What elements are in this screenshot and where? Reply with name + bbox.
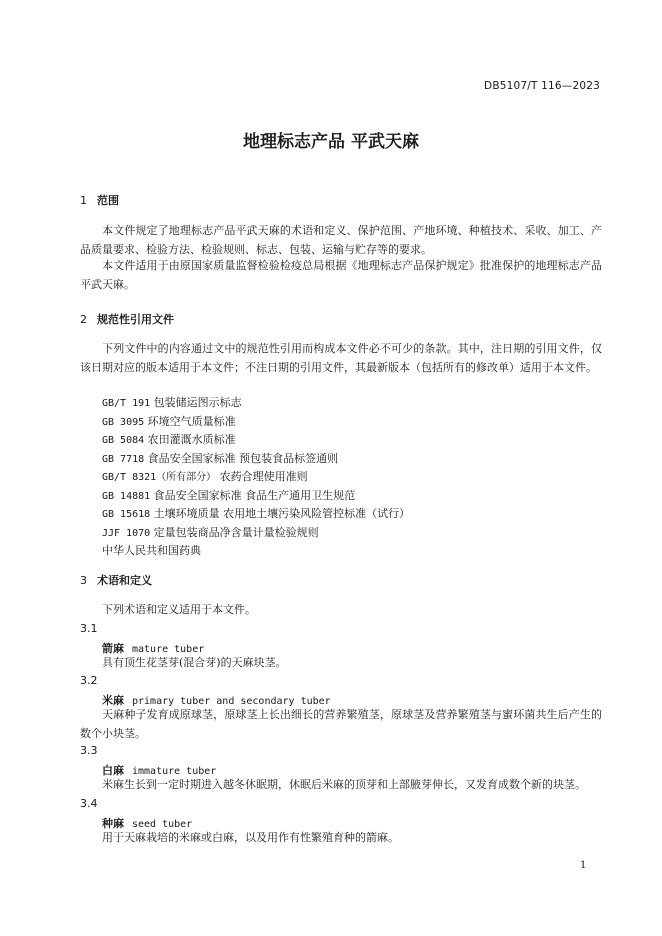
section-heading-references <box>80 311 174 327</box>
section-heading-terms <box>80 572 152 588</box>
page-number: 1 <box>580 860 587 871</box>
term-number: 3.1 <box>80 622 98 635</box>
reference-item: GB/T 191 包装储运图示标志 <box>102 396 242 409</box>
section-number: 2 <box>80 313 87 326</box>
term-definition: 米麻生长到一定时期进入越冬休眠期，休眠后米麻的顶芽和上部腋芽伸长，又发育成数个新的块茎。 <box>102 778 586 791</box>
document-number: DB5107/T 116—2023 <box>484 80 600 92</box>
section-title: 范围 <box>97 194 119 207</box>
reference-item: GB/T 8321（所有部分） 农药合理使用准则 <box>102 470 308 483</box>
terms-intro: 下列术语和定义适用于本文件。 <box>102 603 256 616</box>
section-number: 1 <box>80 194 87 207</box>
reference-item: 中华人民共和国药典 <box>102 544 201 557</box>
scope-paragraph-1: 本文件规定了地理标志产品平武天麻的术语和定义、保护范围、产地环境、种植技术、采收、加工、产品质量要求、检验方法、检验规则、标志、包装、运输与贮存等的要求。 <box>80 224 602 256</box>
reference-item: GB 15618 土壤环境质量 农用地土壤污染风险管控标准（试行） <box>102 507 411 520</box>
term-definition: 天麻种子发育成原球茎，原球茎上长出细长的营养繁殖茎，原球茎及营养繁殖茎与蜜环菌共生后产生的数个小块茎。 <box>80 708 602 740</box>
term-number: 3.2 <box>80 674 98 687</box>
section-title: 术语和定义 <box>97 574 152 587</box>
term-number: 3.3 <box>80 744 98 757</box>
term-definition: 用于天麻栽培的米麻或白麻，以及用作有性繁殖育种的箭麻。 <box>102 831 399 844</box>
section-heading-scope <box>80 192 119 208</box>
references-intro: 下列文件中的内容通过文中的规范性引用而构成本文件必不可少的条款。其中，注日期的引用文件，仅该日期对应的版本适用于本文件；不注日期的引用文件，其最新版本（包括所有的修改单）适用于本文件。 <box>80 342 602 374</box>
term-definition: 具有顶生花茎芽(混合芽)的天麻块茎。 <box>102 656 287 669</box>
scope-paragraph-2: 本文件适用于由原国家质量监督检验检疫总局根据《地理标志产品保护规定》批准保护的地理标志产品平武天麻。 <box>80 259 602 291</box>
term-name: 白麻 immature tuber <box>102 764 217 777</box>
term-name: 箭麻 mature tuber <box>102 642 205 655</box>
term-name: 米麻 primary tuber and secondary tuber <box>102 694 331 707</box>
reference-item: GB 7718 食品安全国家标准 预包装食品标签通则 <box>102 451 339 465</box>
reference-item: JJF 1070 定量包装商品净含量计量检验规则 <box>102 525 319 539</box>
page-title: 地理标志产品 平武天麻 <box>243 132 419 152</box>
term-name: 种麻 seed tuber <box>102 817 193 830</box>
reference-list <box>102 394 410 561</box>
section-title: 规范性引用文件 <box>97 313 174 326</box>
reference-item: GB 14881 食品安全国家标准 食品生产通用卫生规范 <box>102 488 356 502</box>
reference-item: GB 5084 农田灌溉水质标准 <box>102 433 236 446</box>
reference-item: GB 3095 环境空气质量标准 <box>102 414 236 428</box>
section-number: 3 <box>80 574 87 587</box>
term-number: 3.4 <box>80 797 98 810</box>
